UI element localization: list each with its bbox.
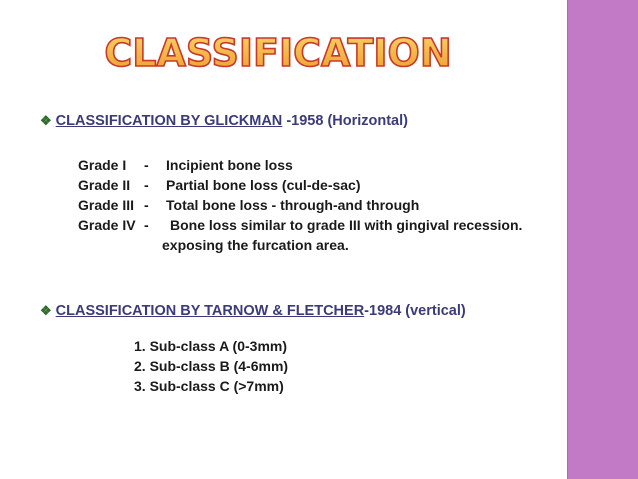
tarnow-heading-rest: -1984 (vertical) [364, 303, 466, 319]
grade-dash: - [144, 217, 149, 233]
glickman-heading-rest: -1958 (Horizontal) [282, 113, 408, 129]
title-wordart [104, 26, 452, 80]
grade-dash: - [144, 177, 149, 193]
glickman-heading-underlined: CLASSIFICATION BY GLICKMAN [55, 113, 283, 129]
subclass-item: 2. Sub-class B (4-6mm) [134, 358, 289, 374]
grade-description: Total bone loss - through-and through [166, 197, 420, 213]
grade-dash: - [144, 157, 149, 173]
glickman-grade-list [78, 155, 522, 255]
slide-title [104, 26, 452, 80]
grade-label: Grade I [78, 157, 127, 173]
grade-description: Bone loss similar to grade III with gingival recession. [170, 217, 523, 233]
grade-row [78, 175, 522, 195]
grade-row [78, 195, 522, 215]
decorative-sidebar [568, 0, 638, 479]
grade-iv-continuation: exposing the furcation area. [162, 237, 349, 253]
grade-description: Incipient bone loss [166, 157, 293, 173]
subclass-item: 1. Sub-class A (0-3mm) [134, 338, 288, 354]
grade-row [78, 155, 522, 175]
grade-row [78, 215, 522, 235]
subclass-item: 3. Sub-class C (>7mm) [134, 378, 284, 394]
tarnow-subclass-list [134, 336, 288, 396]
grade-description: Partial bone loss (cul-de-sac) [166, 177, 361, 193]
glickman-heading [40, 113, 408, 129]
diamond-bullet-icon: ❖ [40, 113, 52, 128]
tarnow-heading [40, 303, 466, 319]
grade-label: Grade IV [78, 217, 136, 233]
tarnow-heading-underlined: CLASSIFICATION BY TARNOW & FLETCHER [55, 303, 365, 319]
title-text: CLASSIFICATION [104, 31, 452, 75]
grade-label: Grade III [78, 197, 135, 213]
grade-dash: - [144, 197, 149, 213]
grade-label: Grade II [78, 177, 131, 193]
diamond-bullet-icon: ❖ [40, 303, 52, 318]
